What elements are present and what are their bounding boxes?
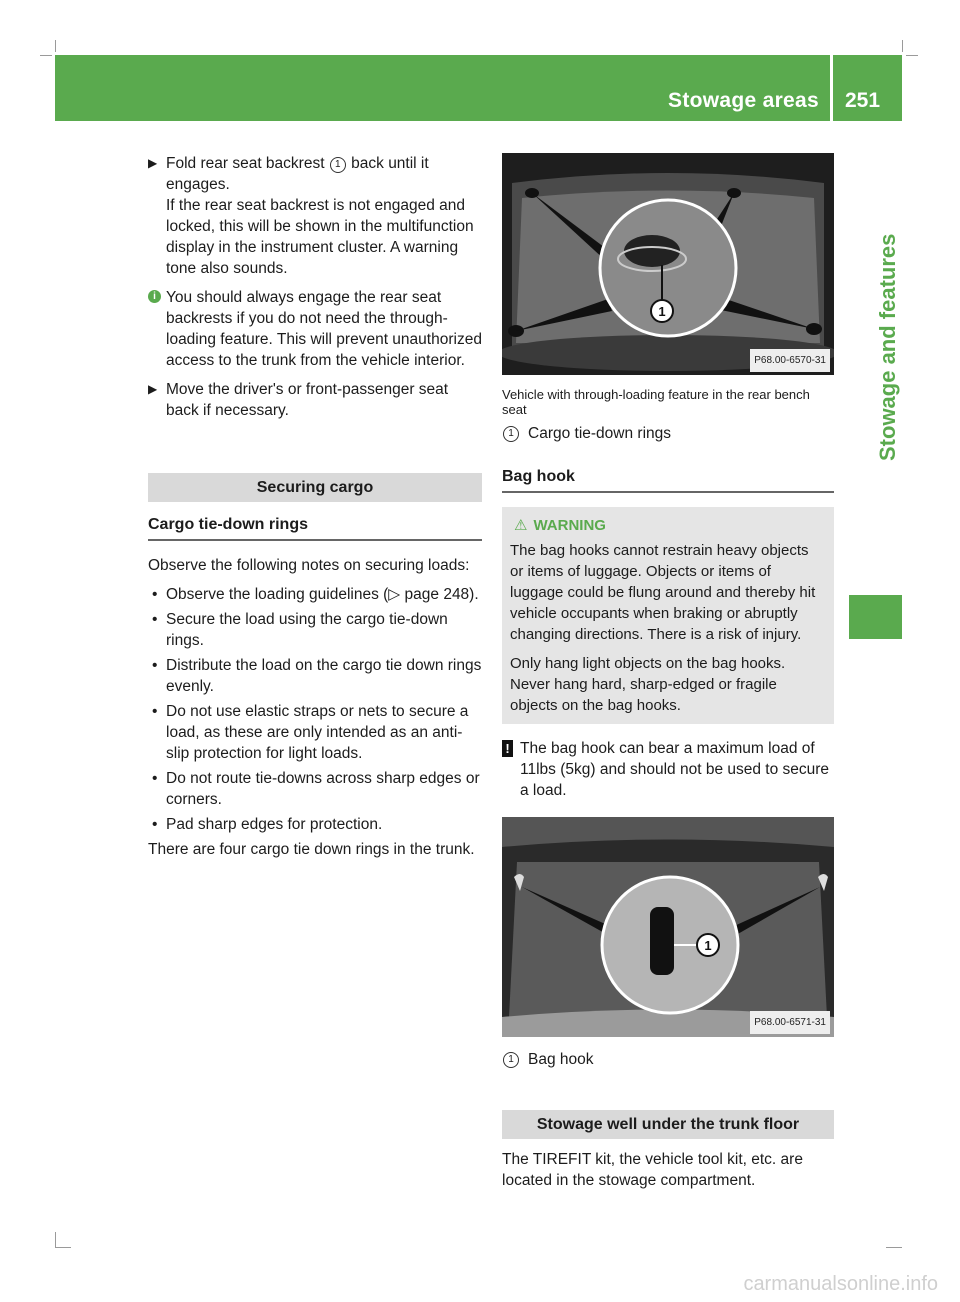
info-icon: i bbox=[148, 290, 161, 303]
crop-mark bbox=[886, 1247, 902, 1248]
bullet-icon: • bbox=[152, 611, 158, 628]
step-arrow-icon: ▶ bbox=[148, 382, 158, 396]
info-text: You should always engage the rear seat backrests if you do not need the through-loading feature. This will prevent unauthorized access to the trunk from the vehicle interior. bbox=[166, 289, 482, 369]
header-title: Stowage areas bbox=[668, 89, 819, 112]
crop-mark bbox=[55, 40, 56, 52]
info-note bbox=[148, 287, 482, 371]
crop-mark bbox=[55, 1247, 71, 1248]
crop-mark bbox=[906, 55, 918, 56]
chapter-tab-label: Stowage and features bbox=[875, 233, 900, 461]
warning-box bbox=[502, 507, 834, 724]
page-header bbox=[55, 55, 902, 121]
chapter-tab-marker bbox=[849, 595, 902, 639]
section-title: Securing cargo bbox=[148, 473, 482, 502]
trunk-tiedown-figure bbox=[502, 153, 834, 375]
bag-hook-illustration bbox=[502, 817, 834, 1037]
header-divider bbox=[830, 55, 833, 121]
figure-callout-1: 1 bbox=[704, 938, 712, 953]
warning-text: Only hang light objects on the bag hooks. Never hang hard, sharp-edged or fragile objects on the bag hooks. bbox=[510, 655, 786, 714]
paragraph: Observe the following notes on securing loads: bbox=[148, 557, 470, 574]
figure-legend: 1 Cargo tie-down rings bbox=[502, 423, 834, 444]
caution-icon: ! bbox=[502, 740, 513, 757]
figure-legend: 1 Bag hook bbox=[502, 1049, 834, 1070]
callout-marker: 1 bbox=[330, 157, 346, 173]
chapter-tab bbox=[849, 121, 902, 581]
step-text: back until it engages. bbox=[166, 155, 429, 193]
caution-note: ! The bag hook can bear a maximum load of 11lbs (5kg) and should not be used to secure a load. bbox=[502, 738, 834, 801]
crop-mark bbox=[902, 40, 903, 52]
list-item: • Distribute the load on the cargo tie down rings evenly. bbox=[152, 657, 482, 695]
instruction-step bbox=[148, 153, 482, 279]
page-number: 251 bbox=[845, 89, 881, 112]
crop-mark bbox=[55, 1232, 56, 1248]
left-column bbox=[148, 153, 482, 868]
figure-caption: Vehicle with through-loading feature in the rear bench seat bbox=[502, 387, 810, 417]
figure-code: P68.00-6571-31 bbox=[750, 1011, 830, 1034]
bullet-icon: • bbox=[152, 770, 158, 787]
instruction-step bbox=[148, 379, 482, 421]
callout-marker: 1 bbox=[503, 1052, 519, 1068]
bullet-icon: • bbox=[152, 816, 158, 833]
list-item: • Observe the loading guidelines (▷ page 248). bbox=[152, 586, 479, 603]
figure-callout-1: 1 bbox=[658, 304, 666, 319]
bullet-icon: • bbox=[152, 703, 158, 720]
bag-hook-figure bbox=[502, 817, 834, 1037]
list-item: • Pad sharp edges for protection. bbox=[152, 816, 383, 833]
step-text: Fold rear seat backrest bbox=[166, 155, 325, 172]
paragraph: There are four cargo tie down rings in the trunk. bbox=[148, 841, 475, 858]
bullet-icon: • bbox=[152, 657, 158, 674]
step-text: Move the driver's or front-passenger seat back if necessary. bbox=[166, 381, 449, 419]
warning-text: The bag hooks cannot restrain heavy objects or items of luggage. Objects or items of luggage could be flung around and thereby hit vehicle occupants when braking or abruptly changing directions. There is a risk of injury. bbox=[510, 542, 816, 643]
warning-icon: ⚠ bbox=[514, 517, 528, 534]
list-item: • Do not route tie-downs across sharp edges or corners. bbox=[152, 770, 480, 808]
subsection-heading: Cargo tie-down rings bbox=[148, 502, 482, 541]
paragraph: The TIREFIT kit, the vehicle tool kit, etc. are located in the stowage compartment. bbox=[502, 1151, 803, 1189]
callout-marker: 1 bbox=[503, 426, 519, 442]
list-item: • Do not use elastic straps or nets to secure a load, as these are only intended as an anti-slip protection for light loads. bbox=[152, 703, 469, 762]
trunk-tiedown-illustration bbox=[502, 153, 834, 375]
warning-heading: ⚠ WARNING bbox=[514, 517, 606, 534]
watermark-text: carmanualsonline.info bbox=[743, 1273, 938, 1295]
figure-code: P68.00-6570-31 bbox=[750, 349, 830, 372]
crop-mark bbox=[40, 55, 52, 56]
list-item: • Secure the load using the cargo tie-down rings. bbox=[152, 611, 448, 649]
step-arrow-icon: ▶ bbox=[148, 156, 158, 170]
subsection-heading: Bag hook bbox=[502, 454, 834, 493]
step-detail: If the rear seat backrest is not engaged and locked, this will be shown in the multifunction display in the instrument cluster. A warning tone also sounds. bbox=[166, 197, 474, 277]
right-column bbox=[502, 153, 834, 1199]
bullet-icon: • bbox=[152, 586, 158, 603]
section-title: Stowage well under the trunk floor bbox=[502, 1110, 834, 1139]
